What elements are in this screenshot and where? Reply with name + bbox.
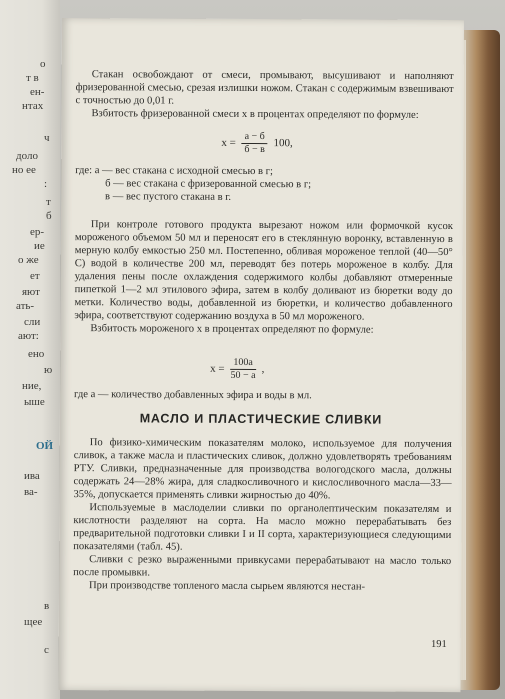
definition-symbol: б (105, 178, 111, 190)
paragraph-text: Стакан освобождают от смеси, промывают, высушивают и наполняют фризерованной смесью, срезая излишки ножом. Стакан с содержимым взвешивают с точностью до 0,01 г. (75, 69, 454, 107)
paragraph-text: Взбитость мороженого x в процентах определяют по формуле: (90, 323, 374, 336)
right-page (58, 18, 464, 692)
definition-row (75, 190, 453, 205)
definitions (75, 164, 453, 205)
formula-numerator: 100a (230, 357, 256, 370)
left-page-text: в (44, 600, 50, 612)
left-page-text: ОЙ (36, 440, 54, 452)
paragraph (74, 218, 453, 337)
definition-symbol: где: a (75, 165, 100, 177)
paragraph-text: где a — количество добавленных эфира и воды в мл. (73, 389, 312, 402)
left-page-text: ать- (16, 300, 35, 312)
left-page (0, 0, 60, 699)
left-page-text: т (46, 196, 51, 208)
left-page-text: ие (34, 240, 45, 252)
formula-lhs: x = (221, 136, 236, 149)
definition-text: — вес пустого стакана в г. (112, 191, 232, 203)
left-page-text: т в (26, 72, 39, 84)
left-page-text: ва- (24, 486, 38, 498)
section-heading: МАСЛО И ПЛАСТИЧЕСКИЕ СЛИВКИ (139, 411, 383, 427)
paragraph (73, 436, 452, 594)
formula-tail: 100, (273, 137, 293, 150)
left-page-text: : (44, 178, 48, 190)
formula-2 (210, 357, 264, 382)
left-page-text: доло (16, 150, 38, 162)
formula-denominator: б − в (244, 143, 265, 156)
paragraph-text: Сливки с резко выраженными привкусами перерабатывают на масло только после промывки. (73, 554, 452, 579)
left-page-text: яют (22, 286, 40, 298)
formula-numerator: a − б (242, 131, 268, 144)
left-page-text: ю (44, 364, 53, 376)
left-page-text: ние, (22, 380, 42, 392)
left-page-text: ен- (30, 86, 45, 98)
formula-fraction (241, 131, 267, 156)
page-number: 191 (430, 638, 447, 651)
formula-fraction (230, 357, 256, 382)
left-page-text: ч (44, 132, 50, 144)
formula-lhs: x = (210, 362, 225, 375)
paragraph-text: По физико-химическим показателям молоко, используемое для получения сливок, а также масла и пластических сливок, должно удовлетворять требованиям РТУ. Сливки, предназначенные для производства вологодского масла, должны содержать 24—28% жира, для сладкосливочного и кислосливочного масла—33—35%, допускается применять сливки жирностью до 40%. (73, 437, 452, 502)
left-page-text: ер- (30, 226, 45, 238)
left-page-text: о (40, 58, 46, 70)
left-page-text: сли (24, 316, 41, 328)
formula-tail: , (261, 363, 265, 376)
paragraph-text: Взбитость фризерованной смеси x в процентах определяют по формуле: (91, 108, 419, 121)
definition-text: — вес стакана с фризерованной смесью в г; (113, 178, 312, 191)
left-page-text: о же (18, 254, 39, 266)
left-page-text: с (44, 644, 49, 656)
left-page-text: нтах (22, 100, 44, 112)
paragraph (74, 388, 452, 403)
left-page-text: ет (30, 270, 40, 282)
paragraph-text: При производстве топленого масла сырьем являются нестан- (88, 580, 366, 593)
left-page-text: ива (24, 470, 40, 482)
formula-1 (221, 131, 293, 156)
paragraph (75, 68, 453, 122)
paragraph-text: Используемые в маслоделии сливки по органолептическим показателям и кислотности разделяют на сорта. На масло можно перерабатывать без предварительной подготовки сливки I и II сорта, характеризующиеся следующими показателями (табл. 45). (73, 502, 452, 553)
definition-text: — вес стакана с исходной смесью в г; (102, 165, 274, 178)
left-page-text: б (46, 210, 52, 222)
left-page-text: но ее (12, 164, 36, 176)
definition-symbol: в (105, 191, 111, 203)
left-page-text: ают: (18, 330, 39, 342)
formula-denominator: 50 − a (230, 369, 256, 382)
left-page-text: щее (24, 616, 43, 628)
left-page-text: ено (28, 348, 45, 360)
book-spine (460, 30, 500, 690)
left-page-text: ыше (24, 396, 45, 408)
paragraph-text: При контроле готового продукта вырезают ножом или формочкой кусок мороженого объемом 50 мл и переносят его в стеклянную воронку, вставленную в мерную колбу емкостью 250 мл. Постепенно, обливая мороженое теплой (40—50° С) водой в количестве 200 мл, переводят без потерь мороженое в колбу. Для удаления пены после охлаждения содержимого колбы добавляют отмеренные пипеткой 1—2 мл этилового эфира, затем в колбу доливают из бюретки воду до метки. Количество воды, добавленной из бюретки, и количество добавленного эфира, соответствуют содержанию воздуха в 50 мл мороженого. (74, 219, 453, 323)
